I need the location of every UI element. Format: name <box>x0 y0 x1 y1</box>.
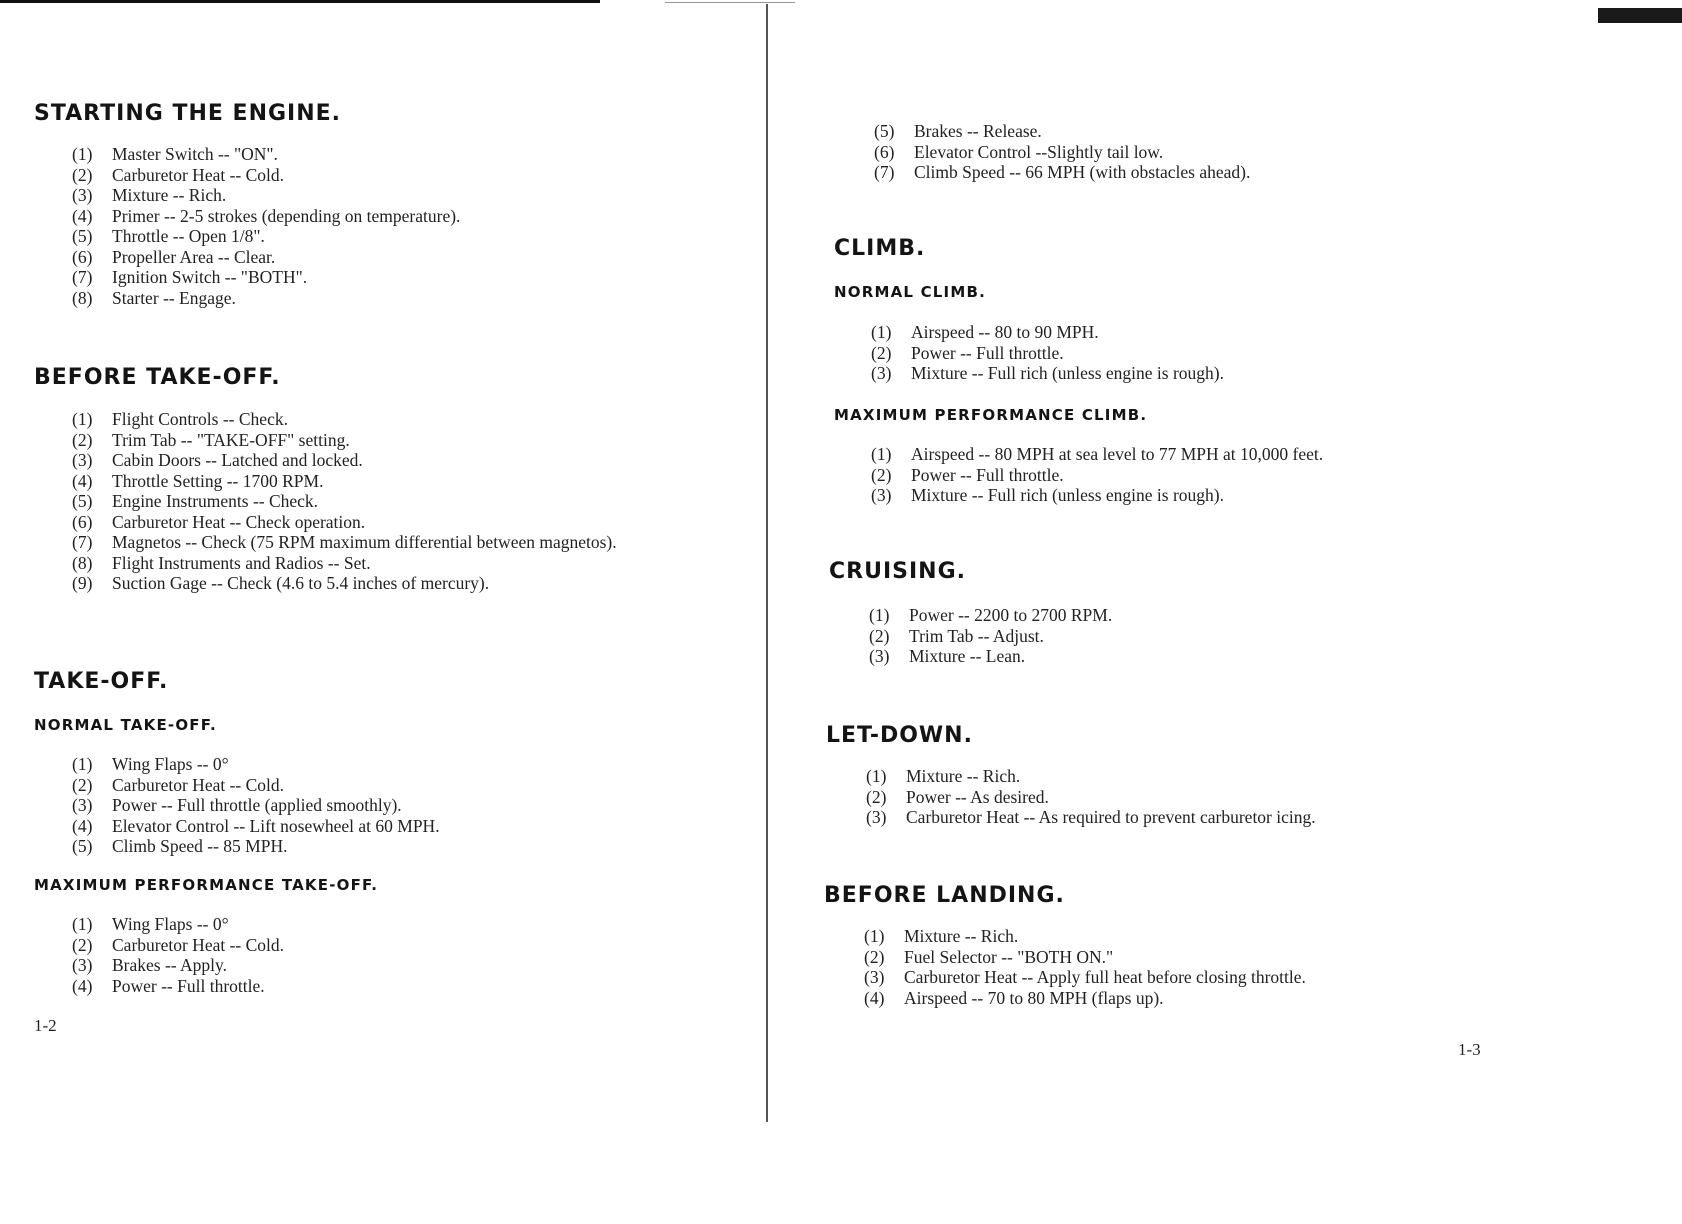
step-text: Throttle -- Open 1/8". <box>112 226 265 246</box>
step-text: Engine Instruments -- Check. <box>112 491 319 511</box>
step-number: (2) <box>72 164 93 185</box>
steps-before-landing <box>864 926 1306 1008</box>
step-number: (3) <box>864 967 885 987</box>
step-item <box>72 532 696 553</box>
step-text: Airspeed -- 70 to 80 MPH (flaps up). <box>904 987 1164 1008</box>
step-number: (5) <box>72 226 93 246</box>
steps-before-takeoff <box>72 409 696 594</box>
step-text: Mixture -- Full rich (unless engine is rough). <box>911 363 1225 383</box>
step-item <box>871 322 1224 343</box>
step-text: Carburetor Heat -- Cold. <box>112 934 285 955</box>
step-number: (1) <box>871 444 892 464</box>
step-item <box>72 288 460 309</box>
step-number: (3) <box>869 646 890 666</box>
step-text: Airspeed -- 80 to 90 MPH. <box>911 322 1099 342</box>
section-title-before-landing: BEFORE LANDING. <box>824 883 1065 908</box>
step-item <box>72 430 696 451</box>
step-number: (6) <box>874 141 895 162</box>
step-item <box>866 787 1316 808</box>
step-text: Elevator Control -- Lift nosewheel at 60 MPH. <box>112 815 440 836</box>
steps-starting-engine <box>72 144 460 308</box>
step-number: (4) <box>72 975 93 996</box>
page-right <box>824 0 1484 1224</box>
step-number: (8) <box>72 552 93 573</box>
step-text: Starter -- Engage. <box>112 287 236 308</box>
step-item <box>72 450 696 471</box>
step-number: (3) <box>871 363 892 383</box>
step-number: (3) <box>72 450 93 470</box>
step-text: Fuel Selector -- "BOTH ON." <box>904 946 1114 967</box>
subsection-title-max-performance-takeoff: MAXIMUM PERFORMANCE TAKE-OFF. <box>34 876 379 894</box>
step-item <box>72 935 284 956</box>
page-number-right: 1-3 <box>1458 1040 1481 1059</box>
step-item <box>864 988 1306 1009</box>
step-item <box>72 553 696 574</box>
subsection-title-normal-takeoff: NORMAL TAKE-OFF. <box>34 716 217 734</box>
step-item <box>72 955 284 976</box>
step-item <box>869 626 1112 647</box>
step-text: Carburetor Heat -- Cold. <box>112 164 285 185</box>
step-item <box>72 754 440 775</box>
step-item <box>72 247 460 268</box>
step-number: (5) <box>72 836 93 856</box>
steps-normal-climb <box>871 322 1224 384</box>
step-number: (1) <box>864 926 885 946</box>
step-item <box>72 491 696 512</box>
steps-normal-takeoff <box>72 754 440 857</box>
step-number: (4) <box>72 205 93 226</box>
step-text: Elevator Control --Slightly tail low. <box>914 141 1164 162</box>
step-number: (1) <box>869 605 890 625</box>
step-item <box>72 267 460 288</box>
step-item <box>864 947 1306 968</box>
step-number: (4) <box>864 987 885 1008</box>
step-text: Propeller Area -- Clear. <box>112 246 276 267</box>
step-number: (1) <box>866 766 887 786</box>
subsection-title-normal-climb: NORMAL CLIMB. <box>834 283 986 301</box>
step-text: Carburetor Heat -- As required to prevent carburetor icing. <box>906 807 1316 827</box>
step-item <box>72 471 696 492</box>
step-item <box>72 512 696 533</box>
step-item <box>869 605 1112 626</box>
step-number: (4) <box>72 470 93 491</box>
step-item <box>869 646 1112 667</box>
step-text: Power -- Full throttle (applied smoothly). <box>112 795 402 815</box>
step-text: Mixture -- Rich. <box>906 766 1021 786</box>
section-title-takeoff: TAKE-OFF. <box>34 669 169 694</box>
step-number: (2) <box>72 934 93 955</box>
steps-max-performance-climb <box>871 444 1323 506</box>
step-text: Airspeed -- 80 MPH at sea level to 77 MPH at 10,000 feet. <box>911 444 1324 464</box>
step-number: (1) <box>72 409 93 429</box>
section-title-cruising: CRUISING. <box>829 559 966 584</box>
step-number: (1) <box>72 914 93 934</box>
steps-let-down <box>866 766 1316 828</box>
book-gutter <box>766 4 768 1122</box>
step-number: (2) <box>72 774 93 795</box>
step-text: Carburetor Heat -- Apply full heat before closing throttle. <box>904 967 1306 987</box>
step-number: (7) <box>72 532 93 552</box>
step-item <box>72 573 696 594</box>
step-text: Trim Tab -- "TAKE-OFF" setting. <box>112 429 350 450</box>
page-left <box>34 0 734 1224</box>
steps-continued-max-performance-takeoff <box>874 121 1250 183</box>
step-text: Carburetor Heat -- Cold. <box>112 774 285 795</box>
page-number-left: 1-2 <box>34 1016 57 1035</box>
step-item <box>72 165 460 186</box>
step-item <box>866 807 1316 828</box>
step-text: Magnetos -- Check (75 RPM maximum differential between magnetos). <box>112 532 617 552</box>
step-text: Power -- Full throttle. <box>112 975 265 996</box>
step-text: Master Switch -- "ON". <box>112 144 278 164</box>
step-text: Mixture -- Rich. <box>904 926 1019 946</box>
step-text: Cabin Doors -- Latched and locked. <box>112 450 363 470</box>
step-number: (3) <box>866 807 887 827</box>
step-item <box>72 795 440 816</box>
step-text: Brakes -- Release. <box>914 121 1042 141</box>
step-text: Throttle Setting -- 1700 RPM. <box>112 470 324 491</box>
step-text: Wing Flaps -- 0° <box>112 914 229 934</box>
step-number: (1) <box>72 754 93 774</box>
step-item <box>72 409 696 430</box>
step-number: (7) <box>874 162 895 182</box>
page-tab-mark <box>1598 8 1682 23</box>
step-number: (1) <box>72 144 93 164</box>
step-item <box>864 967 1306 988</box>
step-number: (3) <box>72 955 93 975</box>
step-text: Wing Flaps -- 0° <box>112 754 229 774</box>
step-item <box>864 926 1306 947</box>
step-item <box>72 206 460 227</box>
step-item <box>871 444 1323 465</box>
step-number: (3) <box>72 795 93 815</box>
step-text: Mixture -- Rich. <box>112 185 227 205</box>
step-number: (9) <box>72 573 93 593</box>
step-number: (5) <box>874 121 895 141</box>
step-text: Brakes -- Apply. <box>112 955 228 975</box>
step-number: (3) <box>72 185 93 205</box>
steps-max-performance-takeoff <box>72 914 284 996</box>
step-item <box>72 976 284 997</box>
step-number: (6) <box>72 246 93 267</box>
section-title-starting-engine: STARTING THE ENGINE. <box>34 101 342 126</box>
step-number: (3) <box>871 485 892 505</box>
step-number: (6) <box>72 511 93 532</box>
steps-cruising <box>869 605 1112 667</box>
step-number: (2) <box>869 625 890 646</box>
step-number: (2) <box>72 429 93 450</box>
step-item <box>871 343 1224 364</box>
step-text: Power -- Full throttle. <box>911 464 1064 485</box>
step-number: (5) <box>72 491 93 511</box>
section-title-before-takeoff: BEFORE TAKE-OFF. <box>34 365 281 390</box>
section-title-let-down: LET-DOWN. <box>826 723 973 748</box>
step-number: (2) <box>864 946 885 967</box>
step-text: Primer -- 2-5 strokes (depending on temperature). <box>112 205 461 226</box>
step-text: Climb Speed -- 85 MPH. <box>112 836 288 856</box>
step-text: Flight Controls -- Check. <box>112 409 288 429</box>
step-text: Mixture -- Lean. <box>909 646 1026 666</box>
step-number: (1) <box>871 322 892 342</box>
step-item <box>72 816 440 837</box>
step-item <box>871 363 1224 384</box>
step-item <box>871 485 1323 506</box>
step-item <box>874 142 1250 163</box>
step-number: (2) <box>871 464 892 485</box>
step-text: Power -- Full throttle. <box>911 342 1064 363</box>
step-item <box>72 144 460 165</box>
step-text: Power -- 2200 to 2700 RPM. <box>909 605 1113 625</box>
step-number: (8) <box>72 287 93 308</box>
step-text: Flight Instruments and Radios -- Set. <box>112 552 371 573</box>
step-item <box>72 836 440 857</box>
section-title-climb: CLIMB. <box>834 236 926 261</box>
step-item <box>871 465 1323 486</box>
step-item <box>72 226 460 247</box>
step-text: Ignition Switch -- "BOTH". <box>112 267 308 287</box>
step-text: Climb Speed -- 66 MPH (with obstacles ahead). <box>914 162 1251 182</box>
step-item <box>72 185 460 206</box>
step-text: Suction Gage -- Check (4.6 to 5.4 inches of mercury). <box>112 573 490 593</box>
step-number: (2) <box>871 342 892 363</box>
step-text: Power -- As desired. <box>906 786 1049 807</box>
step-item <box>72 914 284 935</box>
step-text: Trim Tab -- Adjust. <box>909 625 1044 646</box>
step-text: Mixture -- Full rich (unless engine is rough). <box>911 485 1225 505</box>
step-number: (4) <box>72 815 93 836</box>
step-item <box>866 766 1316 787</box>
subsection-title-max-performance-climb: MAXIMUM PERFORMANCE CLIMB. <box>834 406 1148 424</box>
step-number: (7) <box>72 267 93 287</box>
step-number: (2) <box>866 786 887 807</box>
step-text: Carburetor Heat -- Check operation. <box>112 511 366 532</box>
step-item <box>874 121 1250 142</box>
step-item <box>874 162 1250 183</box>
step-item <box>72 775 440 796</box>
